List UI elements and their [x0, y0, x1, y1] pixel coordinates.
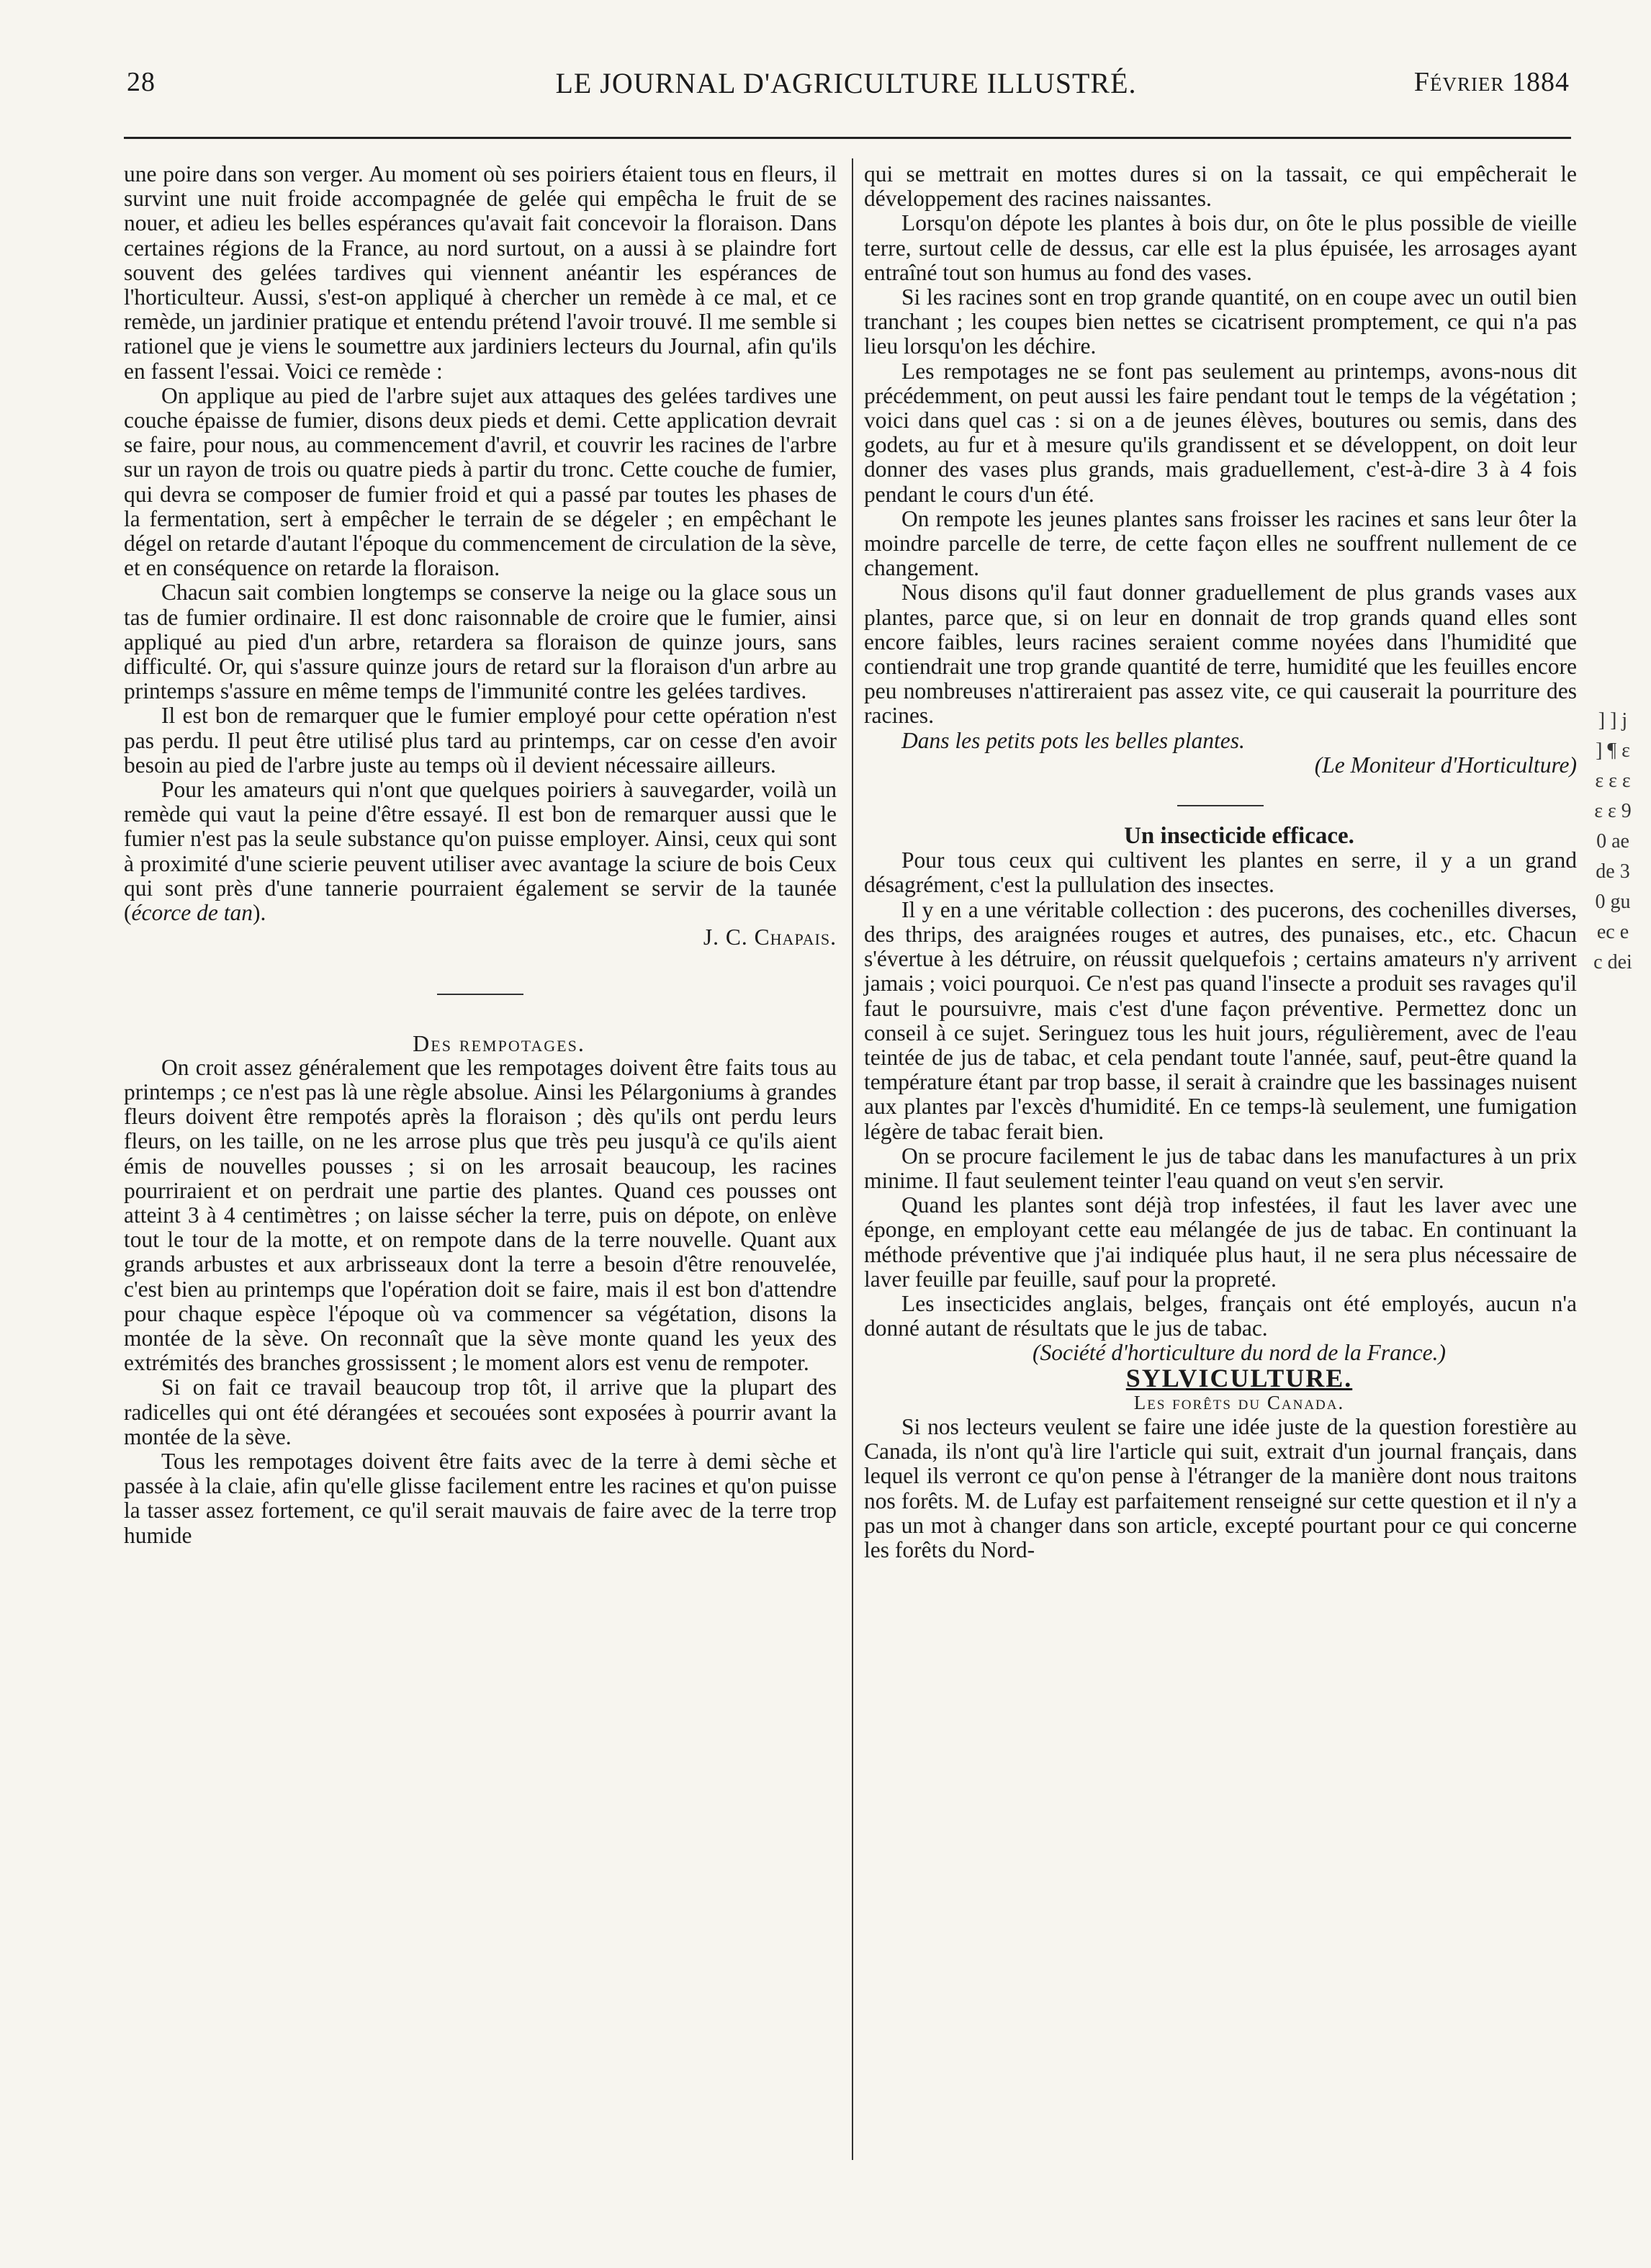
paragraph: Quand les plantes sont déjà trop infestées, il faut les laver avec une éponge, en employant cette eau mélangée de jus de tabac. En continuant la méthode préventive que j'ai indiquée plus haut, il ne sera plus nécessaire de laver feuille par feuille, sauf pour la propreté.	[864, 1192, 1577, 1292]
paragraph: Si on fait ce travail beaucoup trop tôt, il arrive que la plupart des radicelles qui ont été dérangées et secouées sont exposées à pourrir avant la montée de la sève.	[124, 1374, 837, 1449]
paragraph: Pour tous ceux qui cultivent les plantes en serre, il y a un grand désagrément, c'est la pullulation des insectes.	[864, 847, 1577, 898]
paragraph: Si les racines sont en trop grande quantité, on en coupe avec un outil bien tranchant ; les coupes bien nettes se cicatrisent promptement, ce qui n'a pas lieu lorsqu'on les déchire.	[864, 284, 1577, 359]
source-citation: (Le Moniteur d'Horticulture)	[1314, 752, 1577, 778]
header-rule	[124, 137, 1571, 139]
journal-title: LE JOURNAL D'AGRICULTURE ILLUSTRÉ.	[555, 67, 1137, 99]
paragraph: On se procure facilement le jus de tabac dans les manufactures à un prix minime. Il faut seulement teinter l'eau quand on veut s'en servir.	[864, 1143, 1577, 1193]
source-citation: (Société d'horticulture du nord de la France.)	[1033, 1340, 1446, 1366]
paragraph-end: ).	[253, 900, 266, 926]
paragraph: Tous les rempotages doivent être faits avec de la terre à demi sèche et passée à la claie, afin qu'elle glisse facilement entre les racines et qu'on puisse la tasser assez fortement, ce qu'il serait mauvais de faire avec de la terre trop humide	[124, 1448, 837, 1548]
paragraph-text: Pour les amateurs qui n'ont que quelques poiriers à sauvegarder, voilà un remède qui vaut la peine d'être essayé. Il est bon de remarquer aussi que le fumier n'est pas la seule substance qu'on puisse employer. Ainsi, ceux qui sont à proximité d'une scierie peuvent utiliser avec avantage la sciure de bois Ceux qui sont près d'une tannerie pourraient également se servir de la taunée (	[124, 777, 837, 926]
paragraph: Il est bon de remarquer que le fumier employé pour cette opération n'est pas perdu. Il peut être utilisé plus tard au printemps, car on cesse d'en avoir besoin au pied de l'arbre juste au temps où il devient nécessaire ailleurs.	[124, 703, 837, 778]
margin-bleed-through-text: ] ] j ] ¶ ɛ ɛ ɛ ɛ ɛ ɛ 90 ae de 30 gu ec ec dei	[1593, 709, 1632, 973]
paragraph: une poire dans son verger. Au moment où ses poiriers étaient tous en fleurs, il survint une nuit froide accompagnée de gelée qui empêcha le fruit de se nouer, et adieu les belles espérances qu'avait fait concevoir la floraison. Dans certaines régions de la France, au nord surtout, on a aussi à se plaindre fort souvent des gelées tardives qui viennent anéantir les espérances de l'horticulteur. Aussi, s'est-on appliqué à chercher un remède à ce mal, et ce remède, un jardinier pratique et entendu prétend l'avoir trouvé. Il me semble si rationel que je viens le soumettre aux jardiniers lecteurs du Journal, afin qu'ils en fassent l'essai. Voici ce remède :	[124, 161, 837, 384]
section-title: SYLVICULTURE.	[1125, 1363, 1353, 1392]
paragraph: On applique au pied de l'arbre sujet aux attaques des gelées tardives une couche épaisse de fumier, disons deux pieds et demi. Cette application devrait se faire, pour nous, au commencement d'avril, et couvrir les racines de l'arbre sur un rayon de trois ou quatre pieds à partir du tronc. Cette couche de fumier, qui devra se composer de fumier froid et qui a passé par toutes les phases de la fermentation, sert à empêcher le terrain de se dégeler ; en empêchant le dégel on retarde d'autant l'époque du commencement de circulation de la sève, et en conséquence on retarde la floraison.	[124, 382, 837, 581]
paragraph: On rempote les jeunes plantes sans froisser les racines et sans leur ôter la moindre parcelle de terre, de cette façon elles ne souffrent nullement de ce changement.	[864, 505, 1577, 581]
right-column	[864, 162, 1577, 1562]
paragraph	[124, 778, 837, 925]
paragraph: On croit assez généralement que les rempotages doivent être faits tous au printemps ; ce n'est pas là une règle absolue. Ainsi les Pélargoniums à grandes fleurs doivent être rempotés après la floraison ; dès qu'ils ont perdu leurs fleurs, on les taille, on ne les arrose plus que très peu jusqu'à ce qu'ils aient émis de nouvelles pousses ; si on les arrosait beaucoup, les racines pourriraient et on perdrait une partie des plantes. Quand ces pousses ont atteint 3 à 4 centimètres ; on laisse sécher la terre, puis on dépote, on enlève tout le tour de la motte, et on rempote dans de la terre nouvelle. Quant aux grands arbustes et aux arbrisseaux dont la terre a besoin d'être renouvelée, c'est bien au printemps que l'opération doit se faire, mais il est bon d'attendre pour chaque espèce l'époque où va commencer sa végétation, disons la montée de la sève. On reconnaît que la sève monte quand les yeux des extrémités des branches grossissent ; le moment alors est venu de rempoter.	[124, 1054, 837, 1376]
left-column	[124, 162, 837, 1548]
paragraph: Les insecticides anglais, belges, français ont été employés, aucun n'a donné autant de résultats que le jus de tabac.	[864, 1290, 1577, 1341]
paragraph: Chacun sait combien longtemps se conserve la neige ou la glace sous un tas de fumier ordinaire. Il est donc raisonnable de croire que le fumier, ainsi appliqué au pied d'un arbre, retardera sa floraison de quinze jours, sans difficulté. Or, qui s'assure quinze jours de retard sur la floraison d'un arbre au printemps s'assure en même temps de l'immunité contre les gelées tardives.	[124, 580, 837, 704]
italic-text: écorce de tan	[131, 900, 253, 926]
paragraph: Nous disons qu'il faut donner graduellement de plus grands vases aux plantes, parce que, si on leur en donnait de trop grands quand elles sont encore faibles, leurs racines seraient comme noyées dans l'humidité que contiendrait une trop grande quantité de terre, humidité que les feuilles encore peu nombreuses n'attireraient pas assez vite, ce qui causerait la pourriture des racines.	[864, 580, 1577, 729]
section-rule	[437, 994, 523, 995]
issue-date: Février 1884	[1413, 67, 1570, 97]
section-title: Un insecticide efficace.	[1124, 823, 1354, 850]
section-subtitle: Les forêts du Canada.	[1133, 1391, 1345, 1413]
paragraph: Il y en a une véritable collection : des pucerons, des cochenilles diverses, des thrips, des araignées rouges et autres, des punaises, etc., etc. Chacun s'évertue à les détruire, on réussit quelquefois ; certains amateurs n'y arrivent jamais ; voici pourquoi. Ce n'est pas quand l'insecte a produit ses ravages qu'il faut le poursuivre, mais c'est d'une façon préventive. Permettez donc un conseil à ce sujet. Seringuez tous les huit jours, régulièrement, avec de l'eau teintée de jus de tabac, et cela pendant toute l'année, sauf, peut-être quand la température étant par trop basse, il serait à craindre que les bassinages nuisent aux plantes par l'excès d'humidité. En ce temps-là seulement, une fumigation légère de tabac ferait bien.	[864, 896, 1577, 1144]
paragraph: qui se mettrait en mottes dures si on la tassait, ce qui empêcherait le développement des racines naissantes.	[864, 161, 1577, 212]
paragraph: Les rempotages ne se font pas seulement au printemps, avons-nous dit précédemment, on peut aussi les faire pendant tout le temps de la végétation ; voici dans quel cas : si on a de jeunes élèves, boutures ou semis, dans des godets, au fur et à mesure qu'ils grandissent et se développent, on doit leur donner des vases plus grands, mais graduellement, c'est-à-dire 3 à 4 fois pendant le cours d'un été.	[864, 358, 1577, 507]
author-signature: J. C. Chapais.	[703, 924, 837, 950]
page-header	[122, 66, 1570, 109]
section-rule	[1177, 805, 1264, 806]
page-number: 28	[127, 67, 156, 97]
maxim: Dans les petits pots les belles plantes.	[901, 727, 1245, 753]
column-divider	[852, 158, 853, 2160]
section-title: Des rempotages.	[413, 1030, 585, 1056]
paragraph: Si nos lecteurs veulent se faire une idée juste de la question forestière au Canada, ils n'ont qu'à lire l'article qui suit, extrait d'un journal français, dans lequel ils verront ce qu'on pense à l'étranger de la manière dont nous traitons nos forêts. M. de Lufay est parfaitement renseigné sur cette question et il n'y a pas un mot à changer dans son article, excepté pourtant pour ce qui concerne les forêts du Nord-	[864, 1413, 1577, 1562]
paragraph: Lorsqu'on dépote les plantes à bois dur, on ôte le plus possible de vieille terre, surtout celle de dessus, car elle est la plus épuisée, les arrosages ayant entraîné tout son humus au fond des vases.	[864, 210, 1577, 285]
